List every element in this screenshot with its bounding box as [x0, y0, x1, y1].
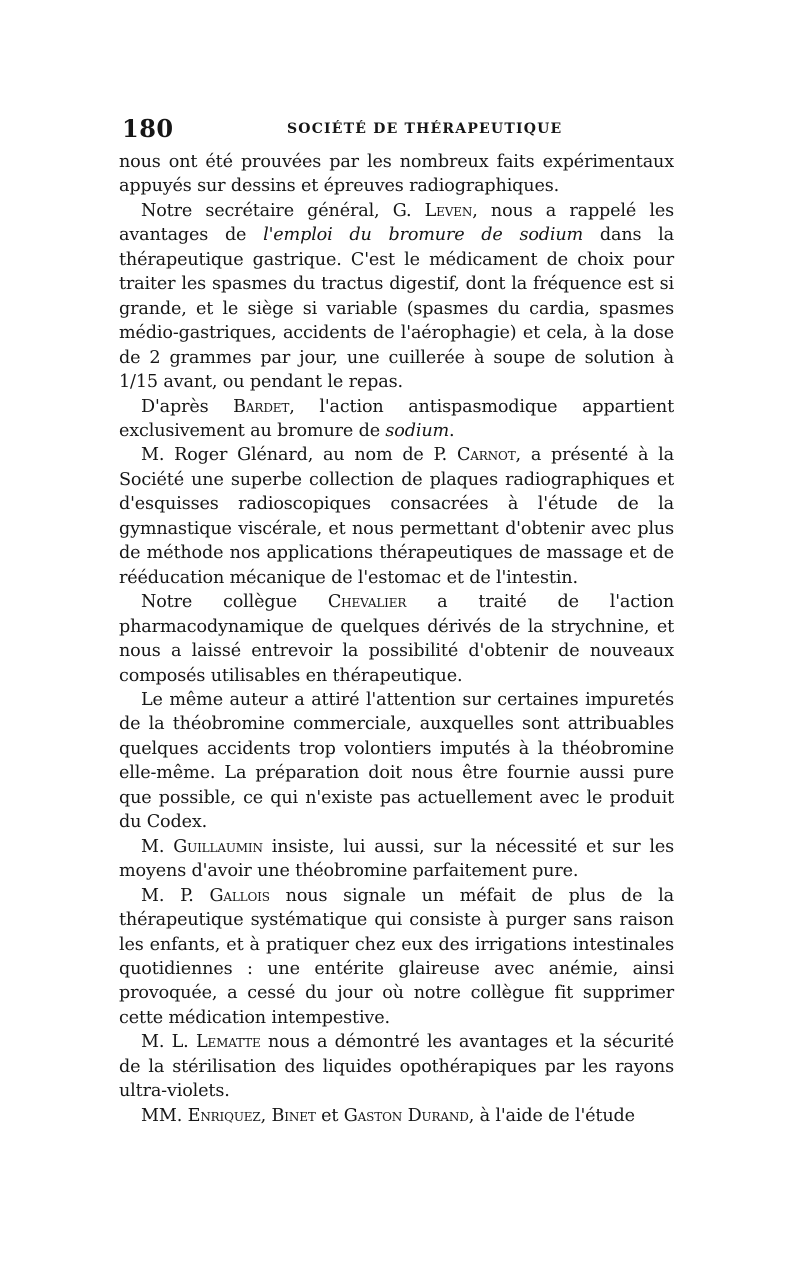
- italic-phrase: l'emploi du bromure de sodium: [263, 225, 584, 246]
- page-number: 180: [122, 114, 174, 143]
- paragraph-3: D'après Bardet, l'action antispasmodique appartient exclusivement au bromure de sodium.: [119, 396, 674, 441]
- paragraph-2: Notre secrétaire général, G. Leven, nous a rappelé les avantages de l'emploi du bromure de sodium dans la thérapeutique gastrique. C'est le médicament de choix pour traiter les spasmes du tractus digestif, dont la fréquence est si grande, et le siège si variable (spasmes du cardia, spasmes médio-gastriques, accidents de l'aérophagie) et cela, à la dose de 2 grammes par jour, une cuillerée à soupe de solution à 1/15 avant, ou pendant le repas.: [119, 200, 674, 393]
- paragraph-9: M. L. Lematte nous a démontré les avantages et la sécurité de la stérilisation des liquides opothérapiques par les rayons ultra-violets.: [119, 1032, 674, 1102]
- person-name-enriquez: Enriquez: [187, 1105, 261, 1126]
- paragraph-1: nous ont été prouvées par les nombreux faits expérimentaux appuyés sur dessins et épreuves radiographiques.: [119, 152, 674, 197]
- paragraph-8: M. P. Gallois nous signale un méfait de plus de la thérapeutique systématique qui consiste à purger sans raison les enfants, et à pratiquer chez eux des irrigations intestinales quotidiennes : une entérite glaireuse avec anémie, ainsi provoquée, a cessé du jour où notre collègue fit supprimer cette médication intempestive.: [119, 885, 674, 1028]
- person-name-chevalier: Chevalier: [327, 592, 407, 613]
- paragraph-6: Le même auteur a attiré l'attention sur certaines impuretés de la théobromine commerciale, auxquelles sont attribuables quelques accidents trop volontiers imputés à la théobromine elle-même. La préparation doit nous être fournie aussi pure que possible, ce qui n'existe pas actuellement avec le produit du Codex.: [119, 689, 674, 833]
- paragraph-4: M. Roger Glénard, au nom de P. Carnot, a présenté à la Société une superbe collection de plaques radiographiques et d'esquisses radioscopiques consacrées à l'étude de la gymnastique viscérale, et nous permettant d'obtenir avec plus de méthode nos applications thérapeutiques de massage et de rééducation mécanique de l'estomac et de l'intestin.: [119, 445, 674, 588]
- person-name-bardet: Bardet: [233, 396, 290, 417]
- person-name-gallois: Gallois: [209, 885, 270, 906]
- person-name-carnot: Carnot: [456, 445, 516, 466]
- running-title: SOCIÉTÉ DE THÉRAPEUTIQUE: [287, 121, 563, 137]
- paragraph-7: M. Guillaumin insiste, lui aussi, sur la nécessité et sur les moyens d'avoir une théobromine parfaitement pure.: [119, 836, 674, 882]
- book-page: [112, 108, 674, 1126]
- person-name-leven: Leven: [424, 200, 473, 221]
- person-name-guillaumin: Guillaumin: [173, 836, 263, 857]
- person-name-durand: Gaston Durand: [343, 1105, 469, 1126]
- person-name-lematte: Lematte: [195, 1032, 261, 1053]
- italic-word: sodium: [385, 420, 450, 441]
- paragraph-10: MM. Enriquez, Binet et Gaston Durand, à l'aide de l'étude: [141, 1105, 635, 1126]
- paragraph-5: Notre collègue Chevalier a traité de l'action pharmacodynamique de quelques dérivés de la strychnine, et nous a laissé entrevoir la possibilité d'obtenir de nouveaux composés utilisables en thérapeutique.: [119, 592, 674, 686]
- person-name-binet: Binet: [271, 1105, 316, 1126]
- running-head: [112, 108, 674, 142]
- body-text: [119, 150, 674, 1128]
